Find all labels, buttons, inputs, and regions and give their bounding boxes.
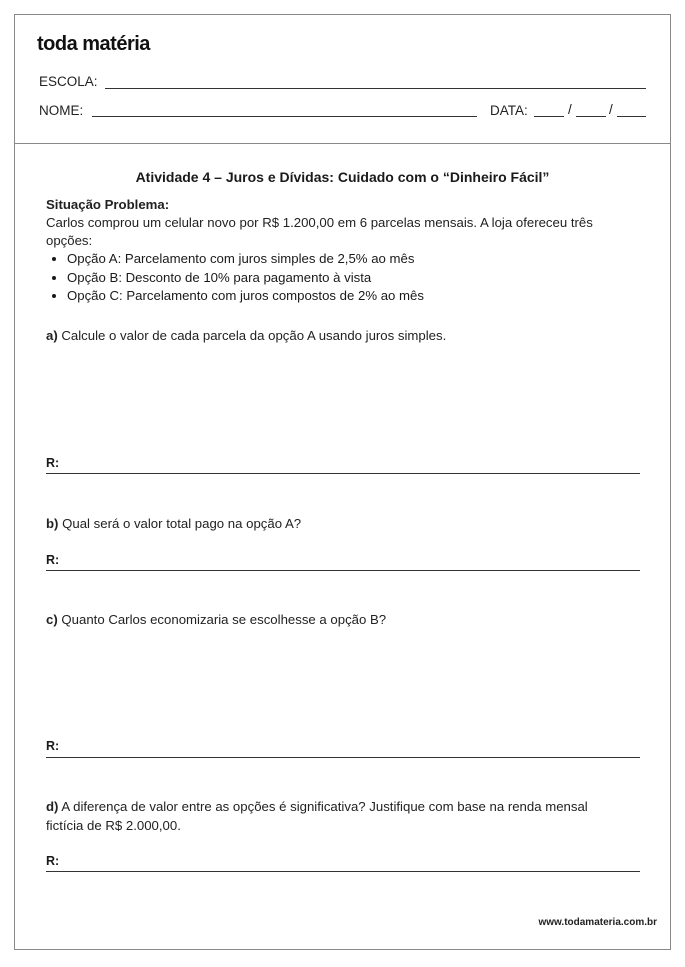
problem-heading: Situação Problema: (46, 197, 170, 212)
question-d-continued: fictícia de R$ 2.000,00. (46, 818, 181, 833)
brand-logo: toda matéria (37, 33, 150, 55)
answer-label-c: R: (46, 739, 60, 753)
name-label: NOME: (39, 103, 84, 118)
list-item: • Opção B: Desconto de 10% para pagamento à vista (67, 269, 424, 288)
options-list (45, 250, 424, 306)
date-separator: / (568, 102, 572, 117)
question-d (46, 798, 588, 816)
date-label: DATA: (490, 103, 528, 118)
header-section (15, 15, 670, 144)
question-letter: a) (46, 328, 58, 343)
list-item: • Opção A: Parcelamento com juros simples de 2,5% ao mês (67, 250, 424, 269)
problem-statement-continued: opções: (46, 233, 93, 248)
answer-label-a: R: (46, 456, 60, 470)
answer-line-b[interactable] (46, 570, 640, 571)
question-a (46, 327, 446, 345)
question-text: Calcule o valor de cada parcela da opção A usando juros simples. (57, 328, 447, 343)
question-text: Qual será o valor total pago na opção A? (58, 516, 302, 531)
date-year-field[interactable] (617, 116, 646, 117)
list-item: • Opção C: Parcelamento com juros compostos de 2% ao mês (67, 287, 424, 306)
question-c (46, 611, 386, 629)
problem-statement: Carlos comprou um celular novo por R$ 1.200,00 em 6 parcelas mensais. A loja ofereceu três (46, 215, 593, 230)
footer-url: www.todamateria.com.br (538, 917, 657, 928)
answer-line-c[interactable] (46, 757, 640, 758)
date-day-field[interactable] (534, 116, 564, 117)
date-month-field[interactable] (576, 116, 606, 117)
name-field[interactable] (92, 116, 477, 117)
answer-label-d: R: (46, 854, 60, 868)
answer-label-b: R: (46, 553, 60, 567)
worksheet-page (14, 14, 671, 950)
activity-title: Atividade 4 – Juros e Dívidas: Cuidado com o “Dinheiro Fácil” (135, 169, 550, 185)
question-text: Quanto Carlos economizaria se escolhesse a opção B? (57, 612, 387, 627)
answer-line-a[interactable] (46, 473, 640, 474)
answer-line-d[interactable] (46, 871, 640, 872)
school-field[interactable] (105, 88, 646, 89)
question-letter: d) (46, 799, 59, 814)
question-letter: c) (46, 612, 58, 627)
school-label: ESCOLA: (39, 74, 98, 89)
question-letter: b) (46, 516, 59, 531)
date-separator: / (609, 102, 613, 117)
question-text: A diferença de valor entre as opções é significativa? Justifique com base na renda mensal (58, 799, 588, 814)
question-b (46, 515, 301, 533)
